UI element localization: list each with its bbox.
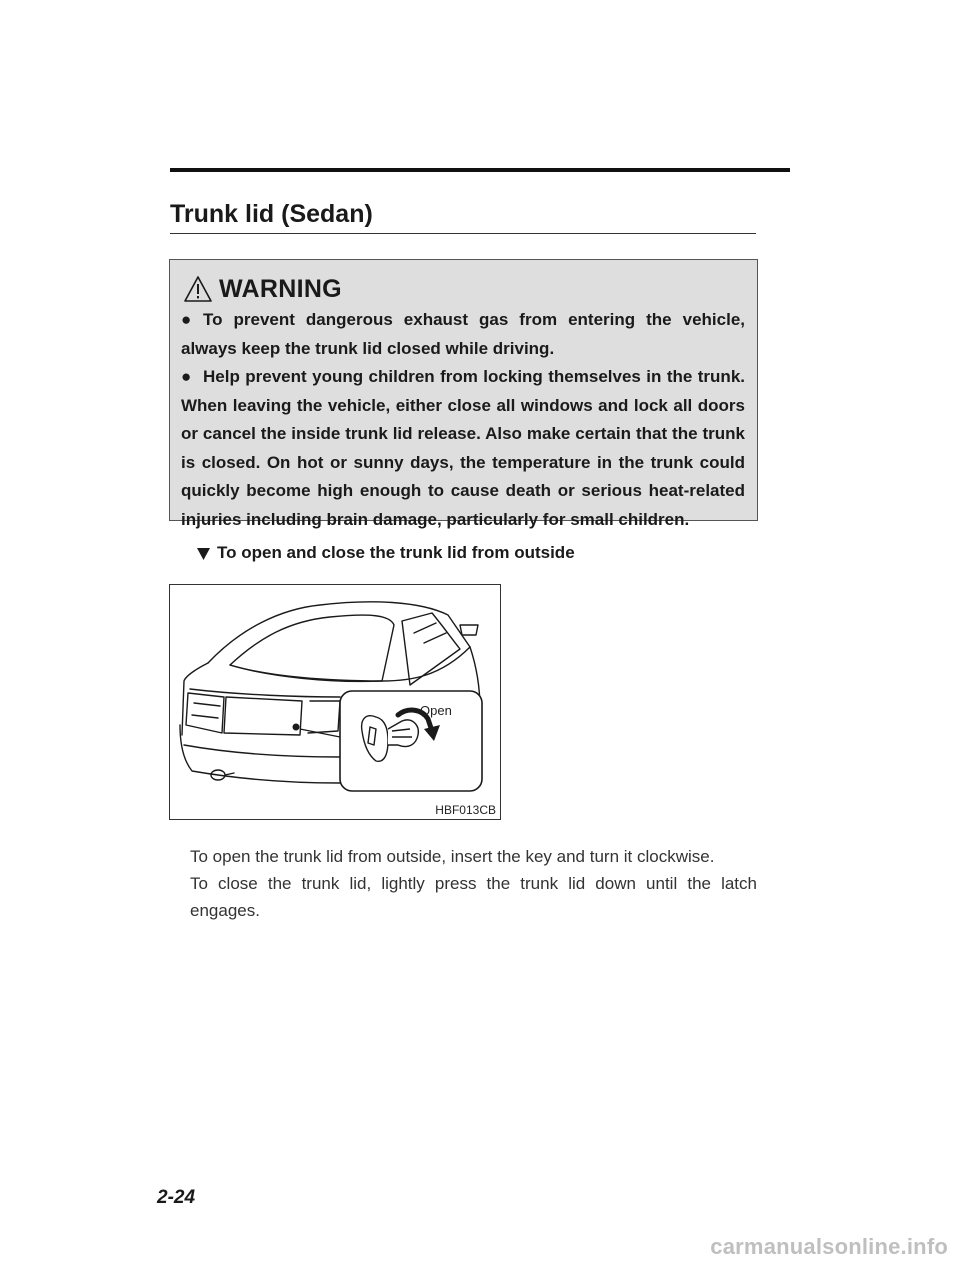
trunk-lid-figure: [169, 584, 501, 820]
bullet-icon: ●: [181, 367, 192, 386]
warning-triangle-icon: [183, 275, 213, 303]
subsection-title: To open and close the trunk lid from outside: [217, 543, 575, 562]
figure-code: HBF013CB: [435, 803, 496, 817]
warning-box: [169, 259, 758, 529]
keyhole-icon: [293, 724, 300, 731]
figure-callout-label: Open: [420, 703, 452, 718]
top-rule: [170, 168, 790, 172]
warning-bullet-1-text: To prevent dangerous exhaust gas from entering the vehicle, always keep the trunk lid closed while driving.: [181, 310, 745, 358]
subsection-heading: [197, 543, 575, 563]
body-paragraph-1: To open the trunk lid from outside, insert the key and turn it clockwise.: [190, 847, 715, 866]
watermark: carmanualsonline.info: [710, 1234, 948, 1259]
page-number: 2-24: [157, 1187, 196, 1208]
warning-bullet-2: [181, 363, 745, 534]
warning-header: [181, 272, 745, 306]
title-rule: [170, 233, 756, 234]
section-title: Trunk lid (Sedan): [170, 200, 373, 228]
warning-bullet-1: [181, 306, 745, 363]
warning-title: WARNING: [219, 274, 342, 303]
bullet-icon: ●: [181, 310, 192, 329]
body-paragraph-2: To close the trunk lid, lightly press the trunk lid down until the latch engages.: [190, 874, 757, 920]
warning-bullet-2-text: Help prevent young children from locking themselves in the trunk. When leaving the vehicle, either close all windows and lock all doors or cancel the inside trunk lid release. Also make certain that the trunk is closed. On hot or sunny days, the temperature in the trunk could quickly become high enough to cause death or serious heat-related injuries including brain damage, particularly for small children.: [181, 367, 745, 529]
down-triangle-icon: [197, 547, 210, 560]
body-text: [190, 843, 757, 924]
